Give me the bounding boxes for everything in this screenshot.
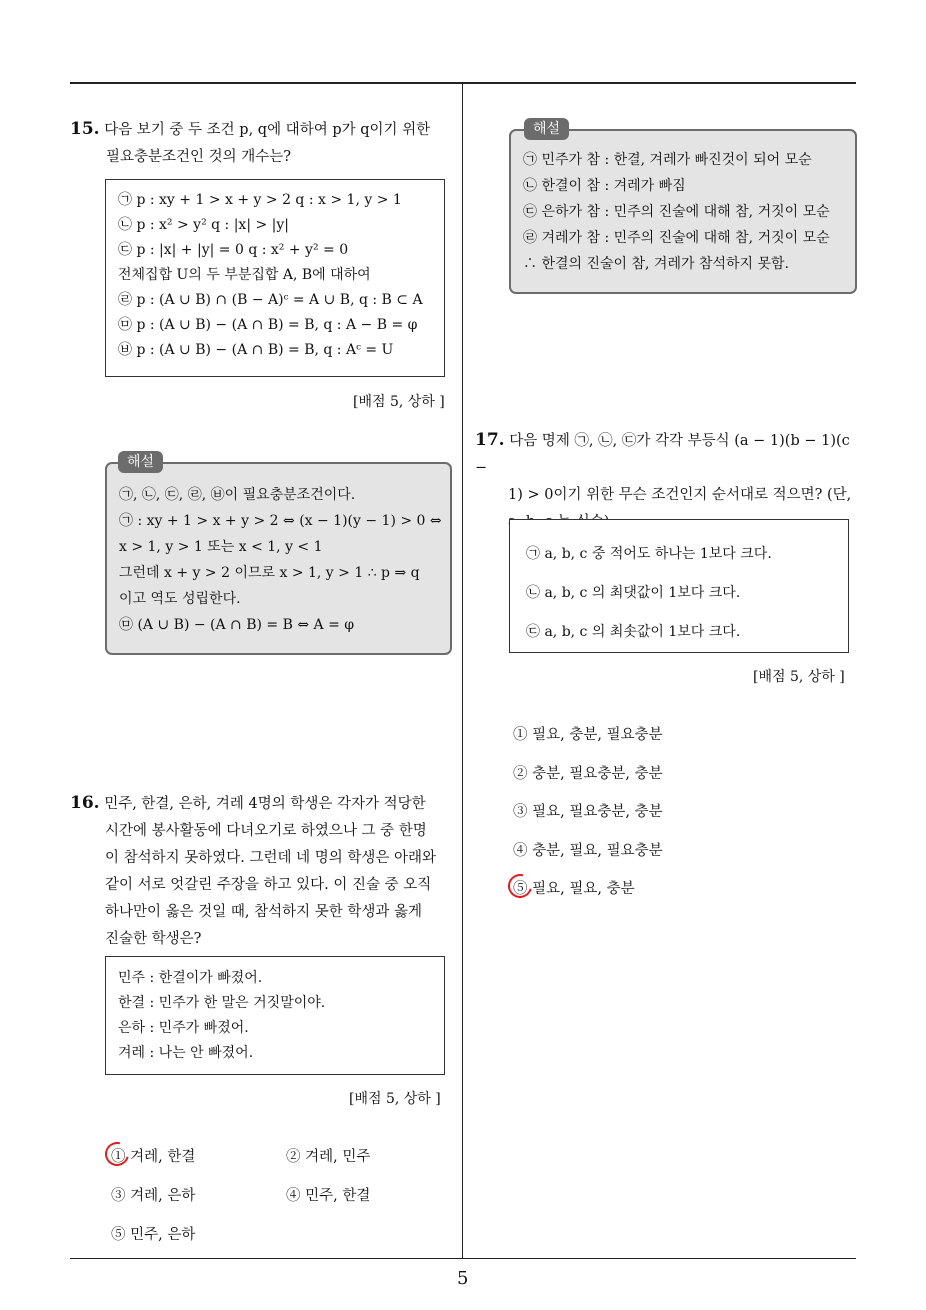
- question-text-line: 진술한 학생은?: [105, 931, 202, 947]
- solution-line: ㉠ 민주가 참 : 한결, 겨레가 빠진것이 되어 모순: [523, 152, 812, 168]
- q17-score: [배점 5, 상하 ]: [753, 669, 845, 685]
- q16-choice-4[interactable]: ④ 민주, 한결: [286, 1188, 371, 1204]
- solution-line: ∴ 한결의 진술이 참, 겨레가 참석하지 못함.: [523, 256, 789, 272]
- condition-line: ㉡ p : x² > y² q : |x| > |y|: [118, 217, 290, 233]
- statement-line: 겨레 : 나는 안 빠졌어.: [118, 1045, 254, 1061]
- q16-choice-5[interactable]: ⑤ 민주, 은하: [111, 1227, 196, 1243]
- q16-solution-tab: 해설: [524, 118, 569, 140]
- proposition-line: ㉢ a, b, c 의 최솟값이 1보다 크다.: [526, 624, 741, 640]
- question-number: 15.: [70, 119, 100, 139]
- q17-choice-1[interactable]: ① 필요, 충분, 필요충분: [513, 727, 663, 743]
- q16-score: [배점 5, 상하 ]: [349, 1091, 441, 1107]
- q15-solution-tab: 해설: [118, 451, 163, 473]
- condition-line: ㉢ p : |x| + |y| = 0 q : x² + y² = 0: [118, 242, 349, 258]
- q17-choice-2[interactable]: ② 충분, 필요충분, 충분: [513, 766, 663, 782]
- q15-solution-box: [105, 462, 452, 655]
- question-15: [70, 116, 455, 171]
- condition-line: ㉣ p : (A ∪ B) ∩ (B − A)ᶜ = A ∪ B, q : B ⊂ A: [118, 292, 423, 308]
- q17-choice-3[interactable]: ③ 필요, 필요충분, 충분: [513, 804, 663, 820]
- solution-line: ㉣ 겨레가 참 : 민주의 진술에 대해 참, 거짓이 모순: [523, 230, 830, 246]
- q17-choice-4[interactable]: ④ 충분, 필요, 필요충분: [513, 843, 663, 859]
- solution-line: ㉤ (A ∪ B) − (A ∩ B) = B ⇔ A = φ: [119, 617, 355, 633]
- question-number: 17.: [475, 430, 505, 450]
- condition-line: ㉥ p : (A ∪ B) − (A ∩ B) = B, q : Aᶜ = U: [118, 342, 394, 358]
- solution-line: x > 1, y > 1 또는 x < 1, y < 1: [119, 539, 323, 555]
- solution-line: ㉠ : xy + 1 > x + y > 2 ⇔ (x − 1)(y − 1) > 0 ⇔: [119, 513, 442, 529]
- proposition-line: ㉠ a, b, c 중 적어도 하나는 1보다 크다.: [526, 546, 772, 562]
- q17-choice-5[interactable]: ⑤ 필요, 필요, 충분: [513, 881, 635, 897]
- condition-line: ㉠ p : xy + 1 > x + y > 2 q : x > 1, y > 1: [118, 192, 402, 208]
- q16-choice-1[interactable]: ① 겨레, 한결: [111, 1149, 196, 1165]
- proposition-line: ㉡ a, b, c 의 최댓값이 1보다 크다.: [526, 585, 741, 601]
- solution-line: 그런데 x + y > 2 이므로 x > 1, y > 1 ∴ p ⇒ q: [119, 565, 420, 581]
- solution-line: ㉠, ㉡, ㉢, ㉣, ㉥이 필요충분조건이다.: [119, 487, 356, 503]
- q16-choice-3[interactable]: ③ 겨레, 은하: [111, 1188, 196, 1204]
- condition-line: ㉤ p : (A ∪ B) − (A ∩ B) = B, q : A − B = φ: [118, 317, 418, 333]
- page-number: 5: [457, 1268, 469, 1289]
- solution-line: ㉡ 한결이 참 : 겨레가 빠짐: [523, 178, 686, 194]
- question-text-line: 같이 서로 엇갈린 주장을 하고 있다. 이 진술 중 오직: [105, 877, 432, 893]
- question-number: 16.: [70, 793, 100, 813]
- q16-solution-box: [509, 129, 857, 294]
- solution-line: 이고 역도 성립한다.: [119, 591, 241, 607]
- q16-statement-box: [105, 956, 445, 1075]
- q15-score: [배점 5, 상하 ]: [353, 394, 445, 410]
- question-text-line: 1) > 0이기 위한 무슨 조건인지 순서대로 적으면? (단,: [508, 487, 852, 503]
- question-text-line: 하나만이 옳은 것일 때, 참석하지 못한 학생과 옳게: [105, 904, 423, 920]
- question-text-line: 필요충분조건인 것의 개수는?: [106, 149, 292, 165]
- q16-choice-2[interactable]: ② 겨레, 민주: [286, 1149, 371, 1165]
- question-text-line: 다음 보기 중 두 조건 p, q에 대하여 p가 q이기 위한: [104, 122, 431, 138]
- question-16: [70, 790, 460, 953]
- solution-line: ㉢ 은하가 참 : 민주의 진술에 대해 참, 거짓이 모순: [523, 204, 830, 220]
- condition-line: 전체집합 U의 두 부분집합 A, B에 대하여: [118, 267, 371, 283]
- column-divider: [462, 84, 463, 1259]
- top-rule: [70, 82, 856, 84]
- statement-line: 민주 : 한결이가 빠졌어.: [118, 970, 263, 986]
- q17-proposition-box: [509, 519, 849, 653]
- statement-line: 한결 : 민주가 한 말은 거짓말이야.: [118, 995, 326, 1011]
- question-text-line: 시간에 봉사활동에 다녀오기로 하였으나 그 중 한명: [105, 823, 427, 839]
- question-text-line: 민주, 한결, 은하, 겨레 4명의 학생은 각자가 적당한: [104, 796, 426, 812]
- statement-line: 은하 : 민주가 빠졌어.: [118, 1020, 249, 1036]
- question-text-line: 다음 명제 ㉠, ㉡, ㉢가 각각 부등식 (a − 1)(b − 1)(c −: [475, 433, 850, 476]
- question-text-line: 이 참석하지 못하였다. 그런데 네 명의 학생은 아래와: [105, 850, 437, 866]
- q15-condition-box: [105, 179, 445, 377]
- bottom-rule: [70, 1258, 856, 1259]
